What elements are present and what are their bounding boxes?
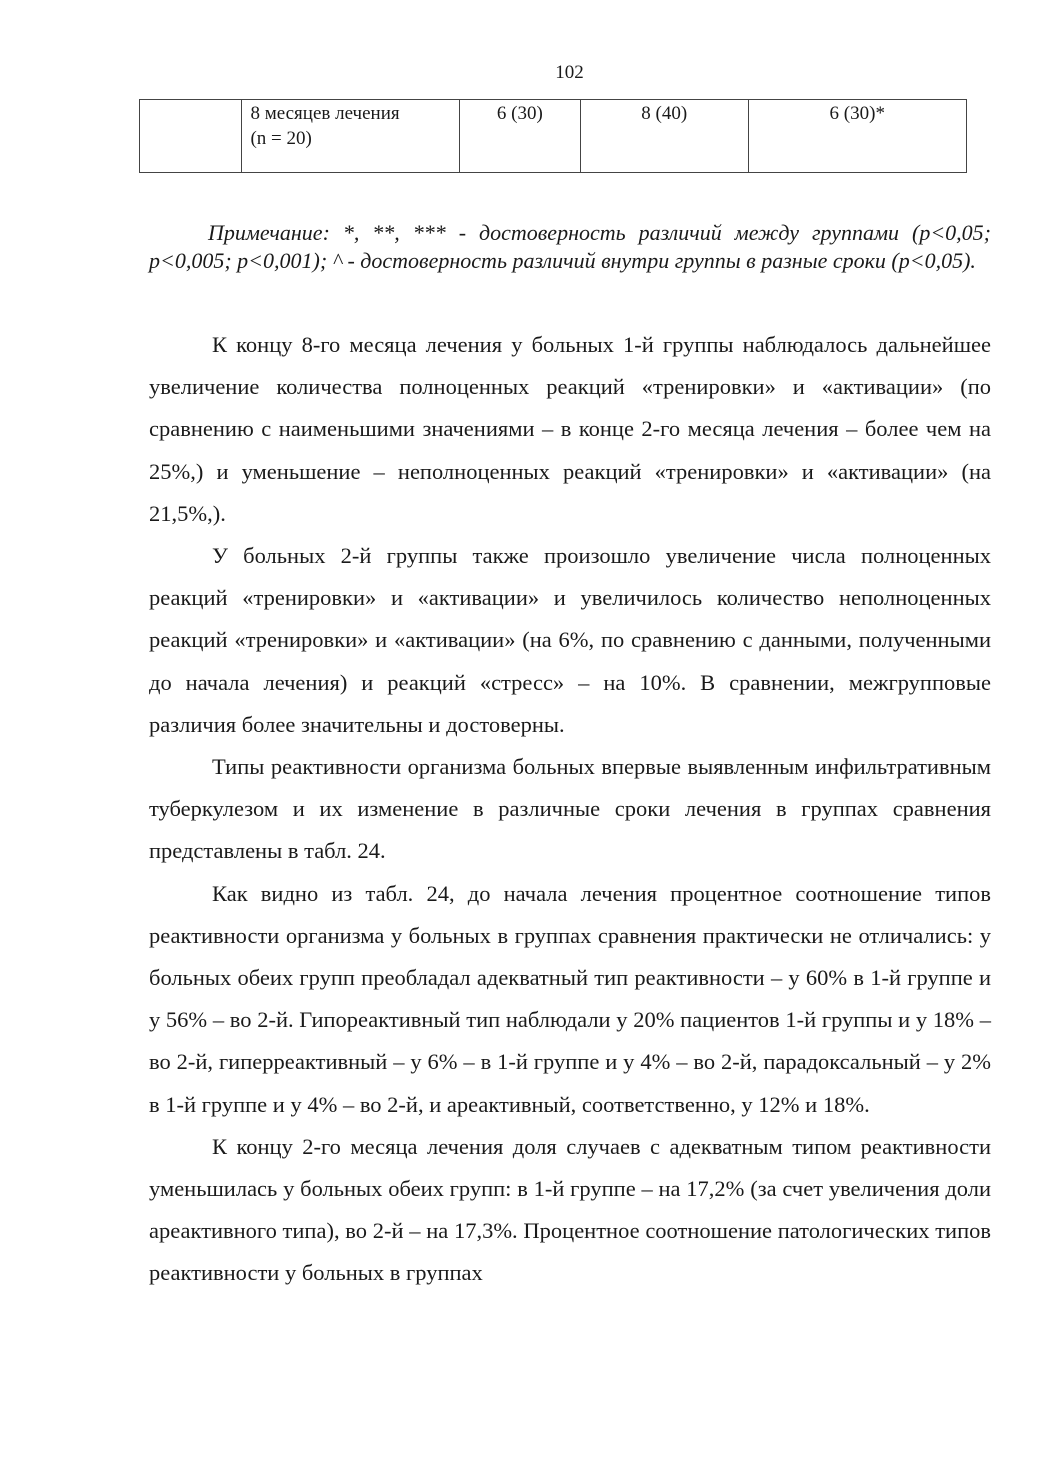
table-cell-value: 8 (40) bbox=[580, 100, 748, 173]
period-sample-size: (n = 20) bbox=[250, 128, 312, 149]
table-cell-period bbox=[242, 100, 459, 173]
paragraph: Типы реактивности организма больных впервые выявленным инфильтративным туберкулезом и их изменение в различные сроки лечения в группах сравнения представлены в табл. 24. bbox=[149, 754, 991, 864]
results-table-continuation bbox=[139, 99, 967, 173]
table-cell-group bbox=[140, 100, 242, 173]
table-footnote: Примечание: *, **, *** - достоверность различий между группами (p<0,05; p<0,005; p<0,001); ^ - достоверность различий внутри группы в разные сроки (p<0,05). bbox=[149, 220, 991, 273]
table-row bbox=[140, 100, 967, 173]
table-cell-value: 6 (30) bbox=[459, 100, 580, 173]
paragraph: У больных 2-й группы также произошло увеличение числа полноценных реакций «тренировки» и «активации» и увеличилось количество неполноценных реакций «тренировки» и «активации» (на 6%, по сравнению с данными, полученными до начала лечения) и реакций «стресс» – на 10%. В сравнении, межгрупповые различия более значительны и достоверны. bbox=[149, 543, 991, 737]
paragraph: Как видно из табл. 24, до начала лечения процентное соотношение типов реактивности организма у больных в группах сравнения практически не отличались: у больных обеих групп преобладал адекватный тип реактивности – у 60% в 1-й группе и у 56% – во 2-й. Гипореактивный тип наблюдали у 20% пациентов 1-й группы и у 18% – во 2-й, гиперреактивный – у 6% – в 1-й группе и у 4% – во 2-й, парадоксальный – у 2% в 1-й группе и у 4% – во 2-й, и ареактивный, соответственно, у 12% и 18%. bbox=[149, 880, 991, 1117]
body-text bbox=[149, 324, 991, 1295]
paragraph: К концу 8-го месяца лечения у больных 1-й группы наблюдалось дальнейшее увеличение количества полноценных реакций «тренировки» и «активации» (по сравнению с наименьшими значениями – в конце 2-го месяца лечения – более чем на 25%,) и уменьшение – неполноценных реакций «тренировки» и «активации» (на 21,5%,). bbox=[149, 332, 991, 526]
page-number: 102 bbox=[555, 62, 584, 83]
table-cell-value: 6 (30)* bbox=[748, 100, 966, 173]
period-label: 8 месяцев лечения bbox=[250, 103, 400, 124]
paragraph: К концу 2-го месяца лечения доля случаев с адекватным типом реактивности уменьшилась у больных обеих групп: в 1-й группе – на 17,2% (за счет увеличения доли ареактивного типа), во 2-й – на 17,3%. Процентное соотношение патологических типов реактивности у больных в группах bbox=[149, 1133, 991, 1286]
